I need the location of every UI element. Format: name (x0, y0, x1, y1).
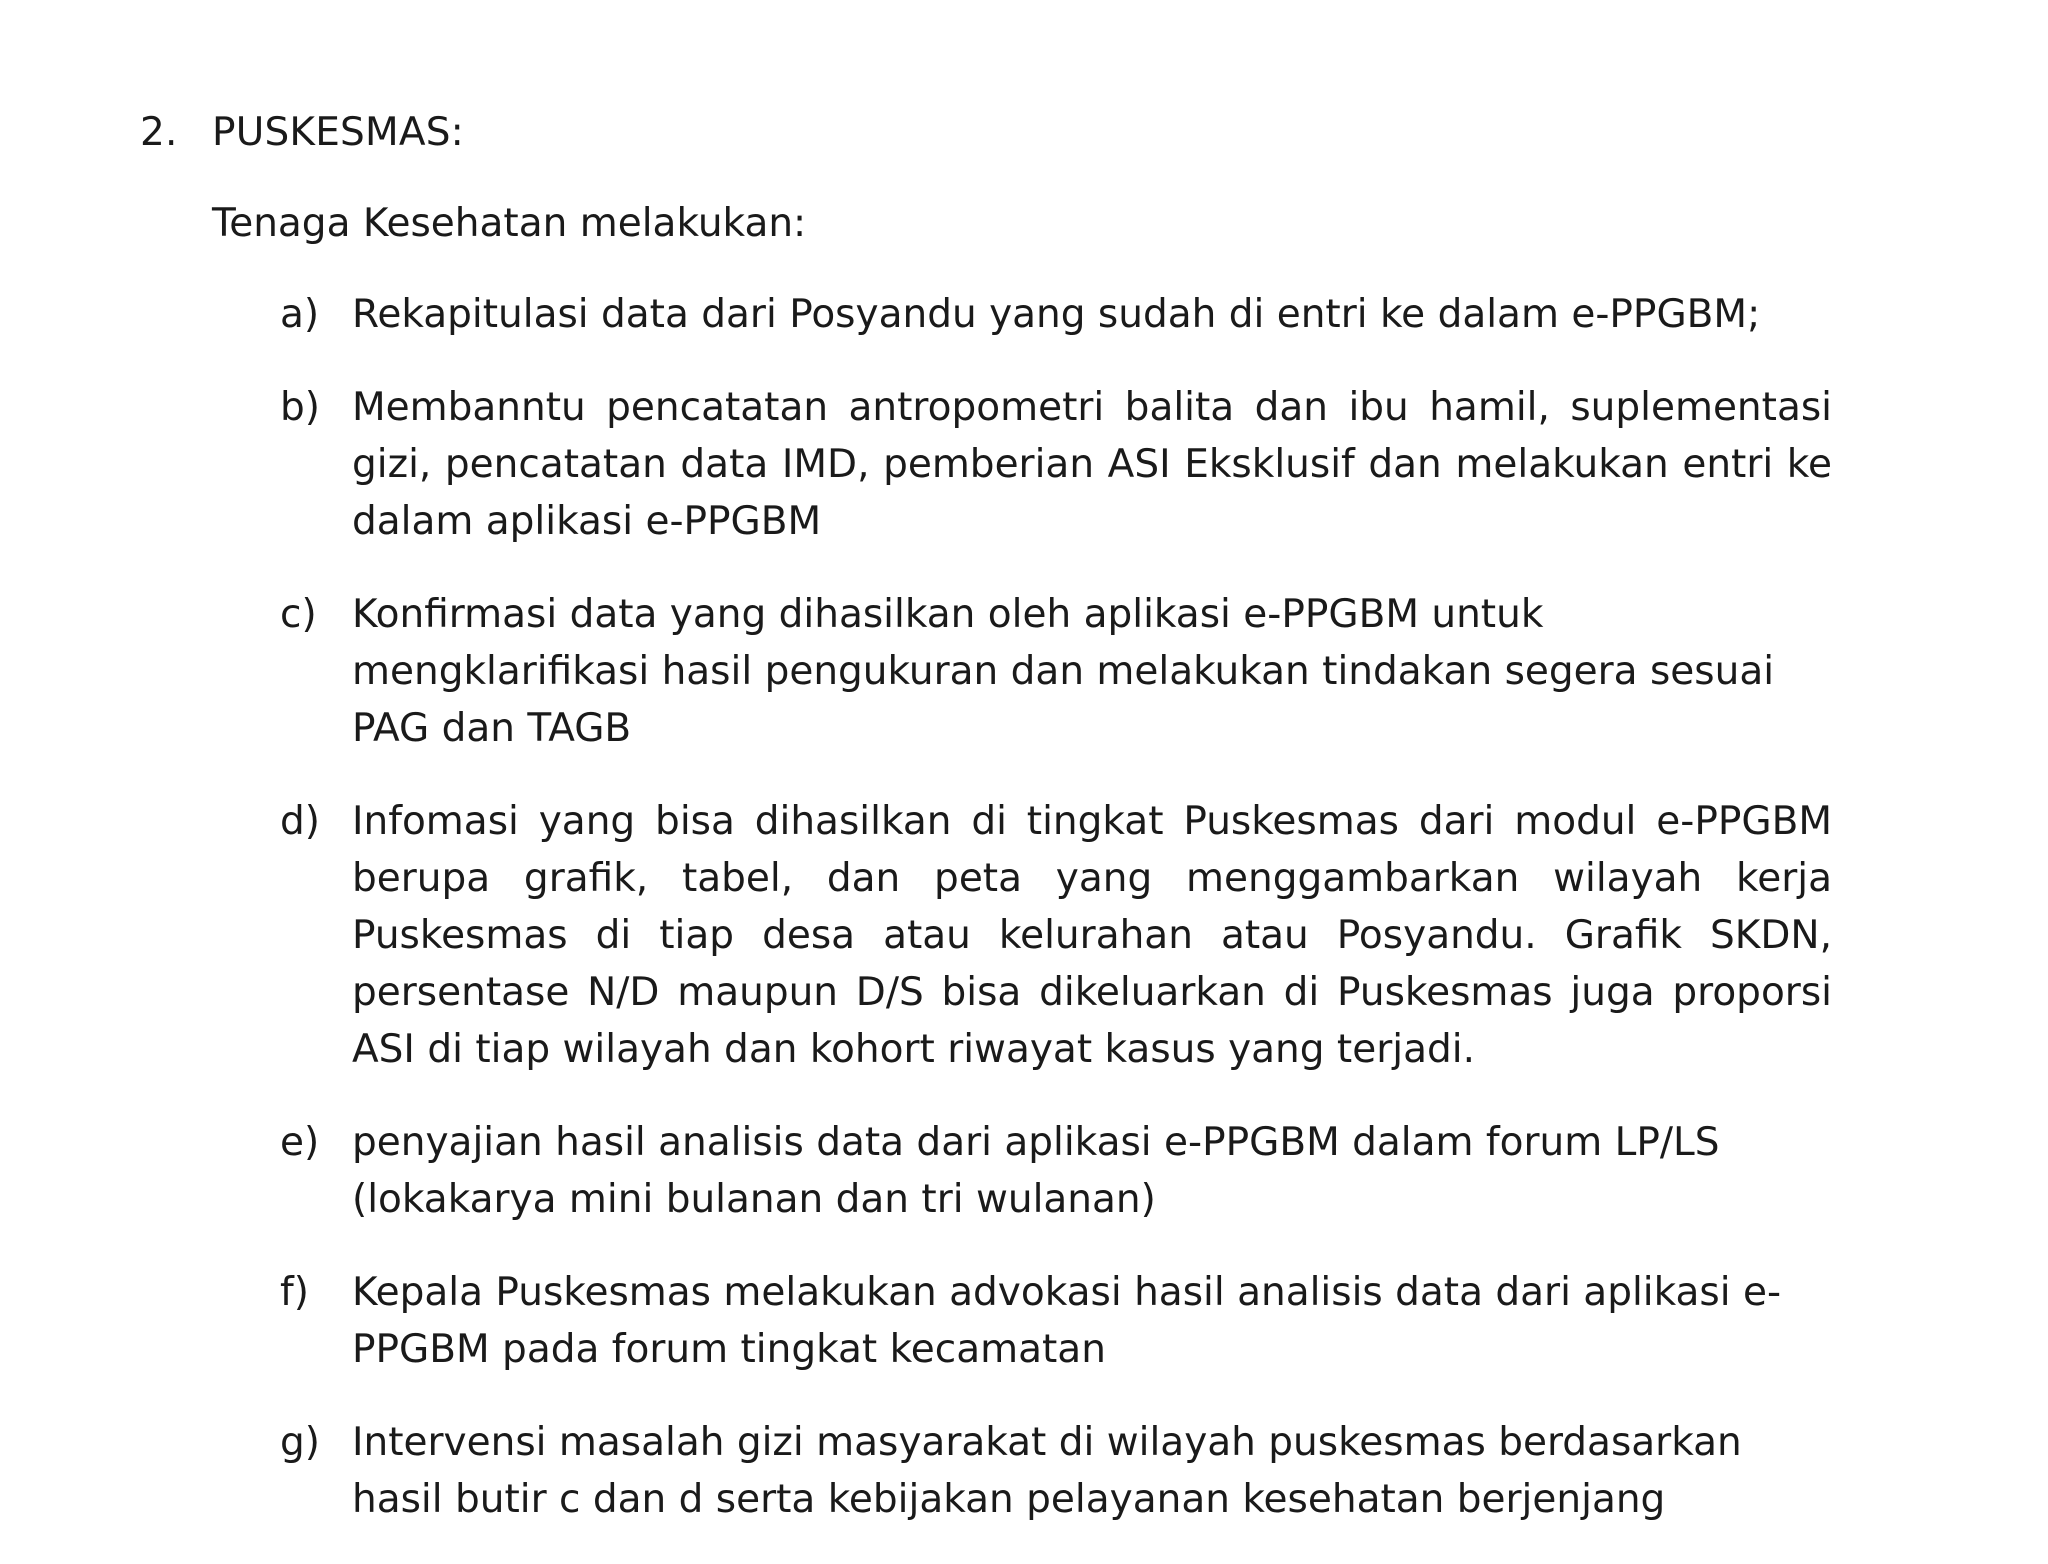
list-marker: a) (280, 292, 320, 337)
list-marker: b) (280, 385, 320, 430)
list-item-text: Infomasi yang bisa dihasilkan di tingkat Puskesmas dari modul e-PPGBM berupa grafik, tabel, dan peta yang menggambarkan wilayah kerja Puskesmas di tiap desa atau kelurahan atau Posyandu. Grafik SKDN, persentase N/D maupun D/S bisa dikeluarkan di Puskesmas juga proporsi ASI di tiap wilayah dan kohort riwayat kasus yang terjadi. (352, 799, 1832, 1072)
intro-text: Tenaga Kesehatan melakukan: (212, 201, 807, 246)
list-item-text: Membanntu pencatatan antropometri balita dan ibu hamil, suplementasi gizi, pencatatan data IMD, pemberian ASI Eksklusif dan melakukan entri ke dalam aplikasi e-PPGBM (352, 385, 1832, 544)
list-item-d (280, 793, 1830, 1078)
list-marker: f) (280, 1270, 309, 1315)
list-item-c (280, 586, 1830, 757)
list-item-e (280, 1114, 1830, 1228)
list-marker: e) (280, 1120, 320, 1165)
list-item-f (280, 1264, 1830, 1378)
list-item-text: Kepala Puskesmas melakukan advokasi hasil analisis data dari aplikasi e-PPGBM pada forum tingkat kecamatan (352, 1270, 1782, 1372)
list-marker: g) (280, 1420, 320, 1465)
list-item-b (280, 379, 1830, 550)
list-item-text: Konfirmasi data yang dihasilkan oleh aplikasi e-PPGBM untuk mengklarifikasi hasil pengukuran dan melakukan tindakan segera sesuai PAG dan TAGB (352, 592, 1775, 751)
list-item-text: Rekapitulasi data dari Posyandu yang sudah di entri ke dalam e-PPGBM; (352, 292, 1761, 337)
list-item-a (280, 286, 1830, 343)
list-marker: c) (280, 592, 317, 637)
section-number: 2. (140, 110, 178, 155)
task-list (280, 286, 1830, 1564)
list-marker: d) (280, 799, 320, 844)
section-title: PUSKESMAS: (212, 110, 465, 155)
list-item-text: Intervensi masalah gizi masyarakat di wilayah puskesmas berdasarkan hasil butir c dan d serta kebijakan pelayanan kesehatan berjenjang (352, 1420, 1742, 1522)
list-item-text: penyajian hasil analisis data dari aplikasi e-PPGBM dalam forum LP/LS (lokakarya mini bulanan dan tri wulanan) (352, 1120, 1720, 1222)
list-item-g (280, 1414, 1830, 1528)
section-heading (140, 105, 464, 161)
